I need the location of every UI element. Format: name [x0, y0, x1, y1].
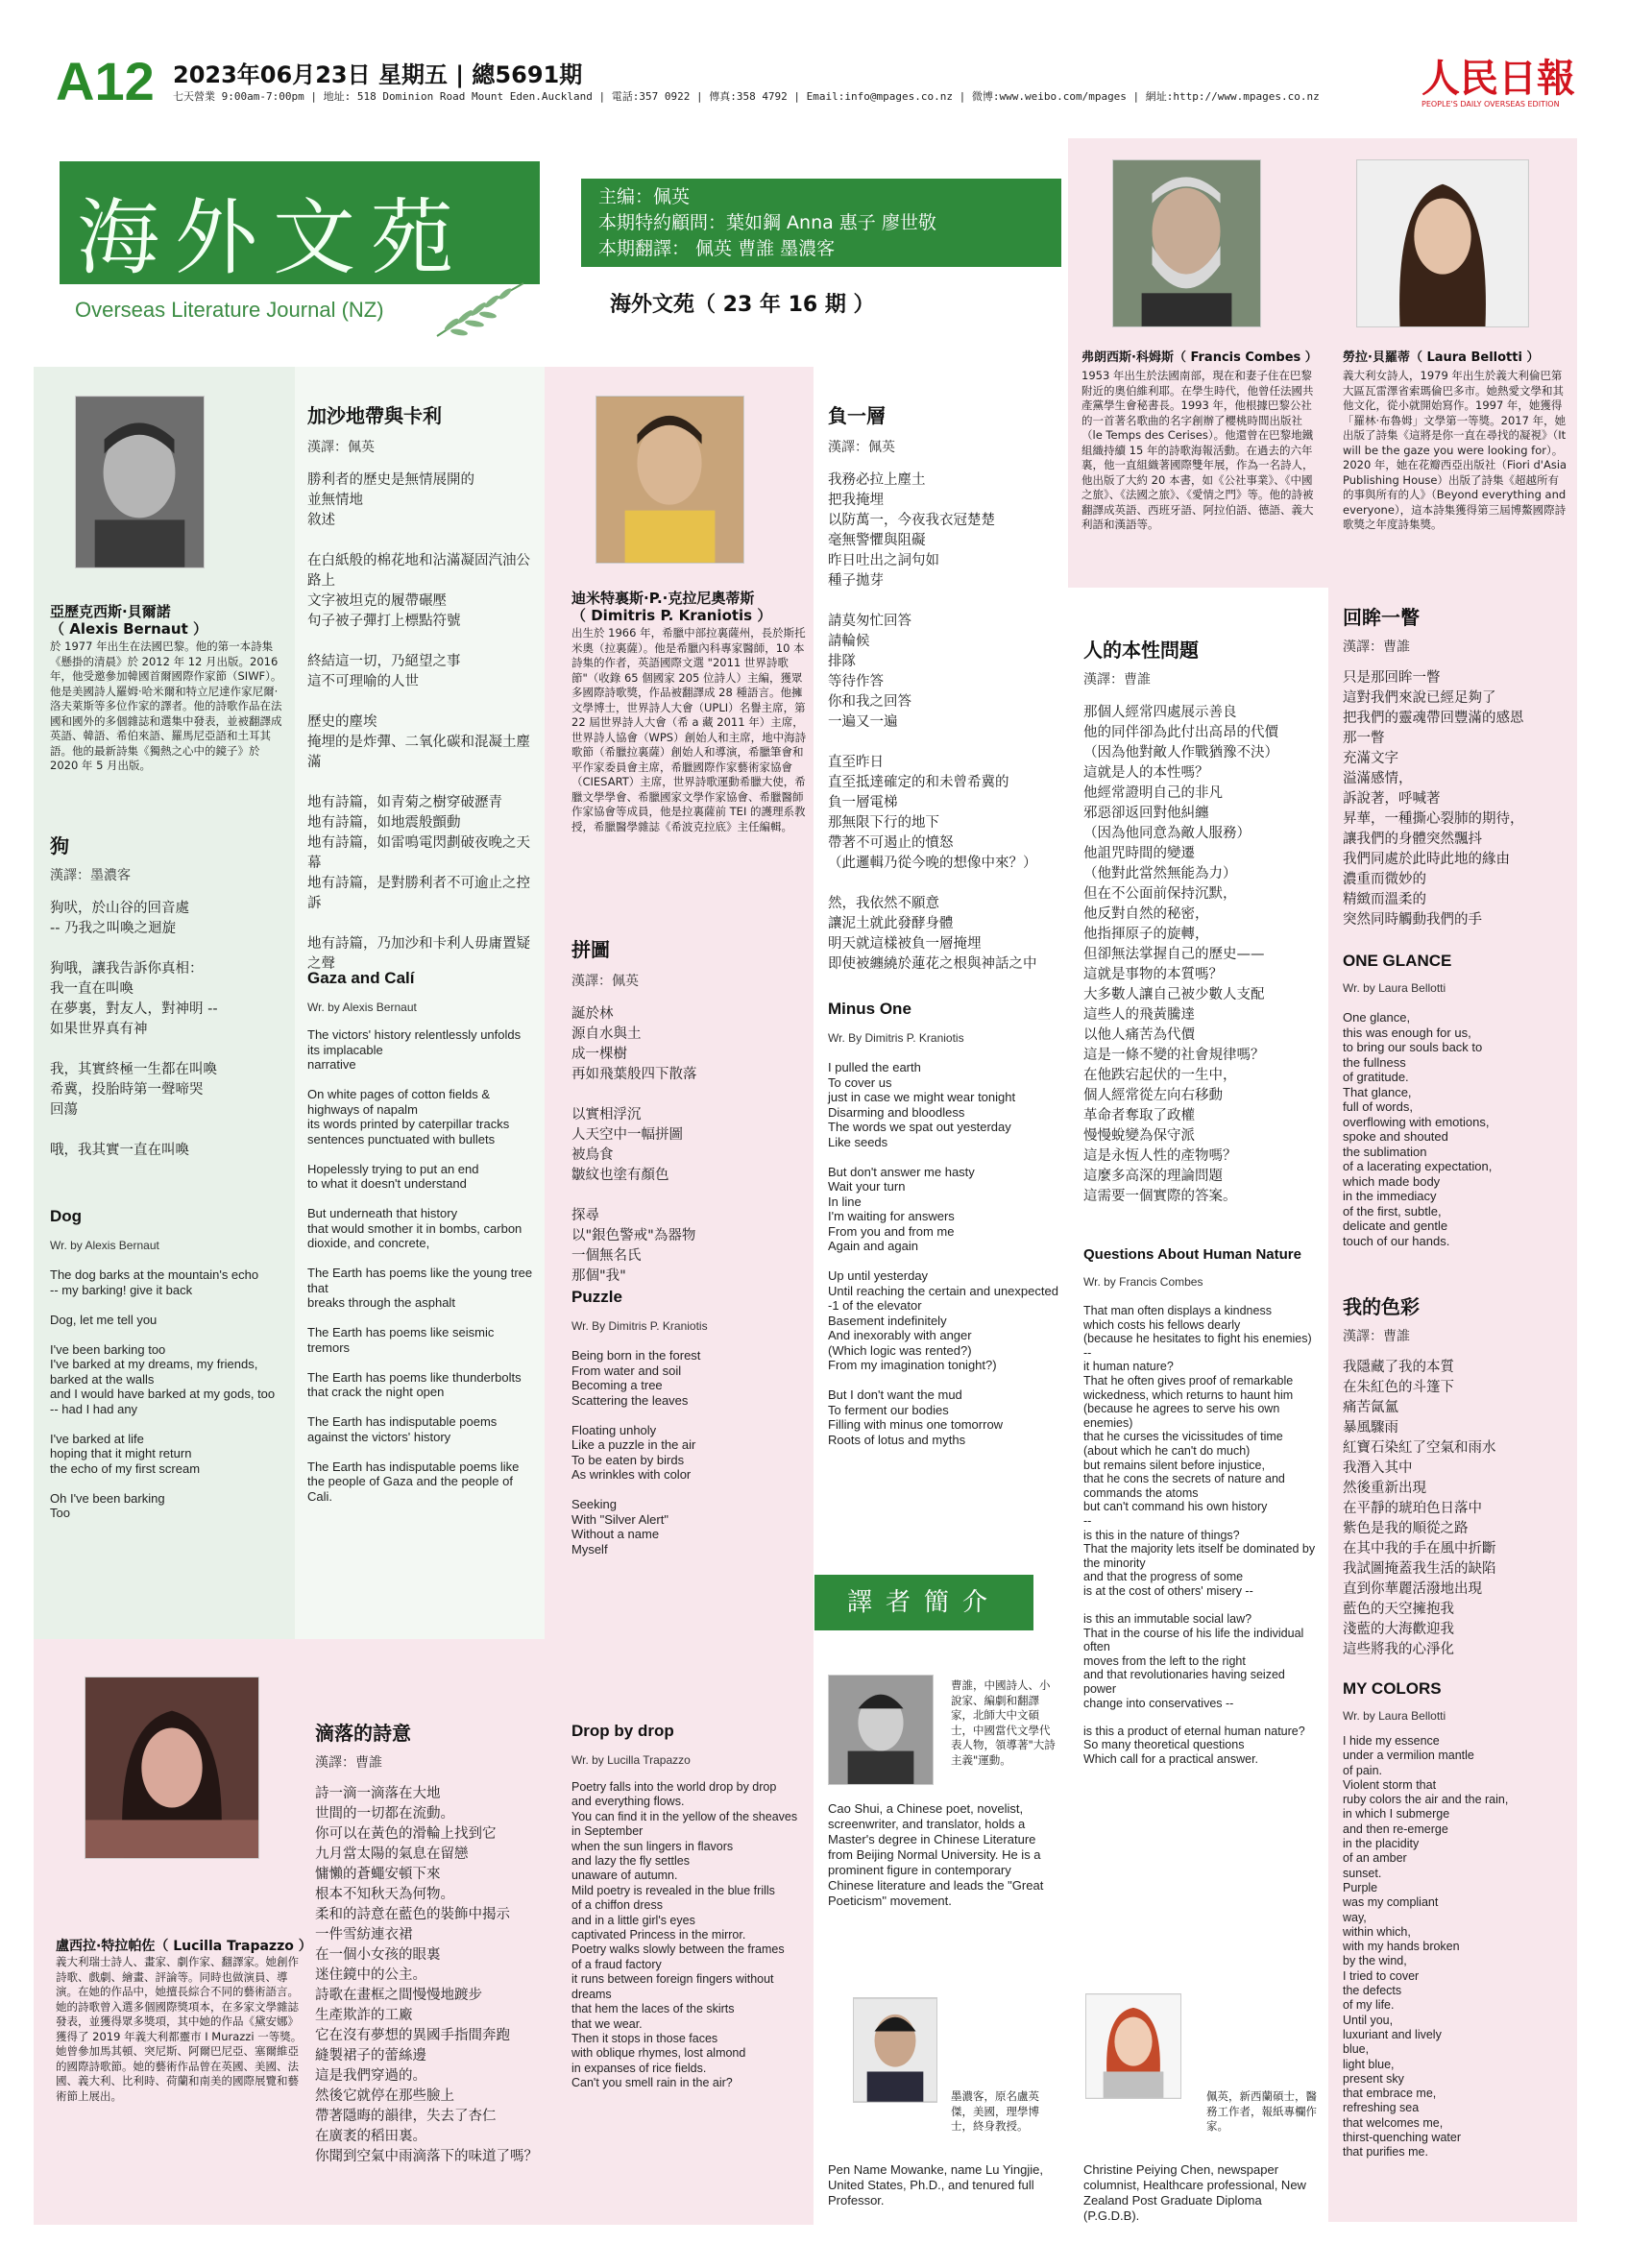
monongke-bio-zh: 墨濃客，原名盧英傑，美國，理學博士，終身教授。 — [951, 2089, 1039, 2133]
translator-line: 本期翻譯： 佩英 曹誰 墨濃客 — [598, 238, 836, 259]
poem-body-glance-en: One glance, this was enough for us, to bring our souls back to the fullness of gratitude. That glance, full of words, overflowing with emotions, spoke and shouted the sublimation of a lacerating expectation, which made body in the immediacy of the first, subtle, delicate and gentle touch of our hands. — [1343, 1010, 1493, 1248]
translator-minusone-zh: 漢譯：佩英 — [828, 440, 895, 455]
peiying-bio-en: Christine Peiying Chen, newspaper columnist, Healthcare professional, New Zealand Post Graduate Diploma (P.G.D.B). — [1083, 2162, 1306, 2223]
advisor-line: 本期特約顧問：葉如鋼 Anna 惠子 廖世敬 — [598, 212, 936, 233]
caoshui-photo — [828, 1675, 934, 1785]
brand-logo: 人民日報 — [1421, 56, 1575, 101]
poem-body-glance-zh: 只是那回眸一瞥 這對我們來說已經足夠了 把我們的靈魂帶回豐滿的感恩 那一瞥 充滿文字 溢滿感情， 訴說著，呼喊著 昇華，一種撕心裂肺的期待， 讓我們的身體突然飄抖 我們同處於此時此地的緣由 濃重而微妙的 精緻而溫柔的 突然同時觸動我們的手 — [1343, 670, 1524, 928]
poem-body-puzzle-zh: 誕於林 源自水與土 成一棵樹 再如飛葉般四下散落 以實相浮沉 人天空中一幅拼圖 被鳥食 皺紋也塗有顏色 探尋 以"銀色警戒"為器物 一個無名氏 那個"我" — [571, 1006, 697, 1284]
poem-body-minusone-en: I pulled the earth To cover us just in case we might wear tonight Disarming and bloodless The words we spat out yesterday Like seeds But don't answer me hasty Wait your turn In line I'm waiting for answers From you and from me Again and again Up until yesterday Until reaching the certain and unexpected -1 of the elevator Basement indefinitely And inexorably with anger (Which logic was rented?) From my imagination tonight?) But I don't want the mud To ferment our bodies Filling with minus one tomorrow Roots of lotus and myths — [828, 1060, 1058, 1447]
brand-subtitle: PEOPLE'S DAILY OVERSEAS EDITION — [1421, 100, 1560, 109]
caoshui-bio-zh: 曹誰，中國詩人、小說家、編劇和翻譯家，北師大中文碩士，中國當代文學代表人物，領導著"大詩主義"運動。 — [951, 1678, 1056, 1767]
poem-title-minusone-en: Minus One — [828, 1000, 911, 1018]
poem-body-gaza-zh: 勝利者的歷史是無情展開的 並無情地 敘述 在白紙般的棉花地和沾滿凝固汽油公路上 文字被坦克的履帶碾壓 句子被子彈打上標點符號 終結這一切，乃絕望之事 這不可理喻的人世 歷史的塵埃 掩埋的是炸彈、二氧化碳和混凝土塵滿 地有詩篇，如青菊之樹穿破瀝青 地有詩篇，如地震般顫動 地有詩篇，如雷鳴電閃劃破夜晚之天幕 地有詩篇，是對勝利者不可逾止之控訴 地有詩篇，乃加沙和卡利人毋庸置疑之聲 — [307, 472, 530, 972]
translator-colors-zh: 漢譯：曹誰 — [1343, 1329, 1410, 1344]
page-number: A12 — [56, 51, 155, 111]
poem-body-colors-zh: 我隱藏了我的本質 在朱紅色的斗篷下 痛苦氤氳 暴風驟雨 紅寶石染紅了空氣和雨水 我潛入其中 然後重新出現 在平靜的琥珀色日落中 紫色是我的順從之路 在其中我的手在風中折斷 我試圖掩蓋我生活的缺陷 直到你華麗活潑地出現 藍色的天空擁抱我 淺藍的大海歡迎我 這些將我的心淨化 — [1343, 1360, 1496, 1657]
translator-minusone-en: Wr. By Dimitris P. Kraniotis — [828, 1031, 964, 1045]
poem-title-gaza-zh: 加沙地帶與卡利 — [307, 404, 442, 427]
poem-title-drop-zh: 滴落的詩意 — [315, 1722, 411, 1745]
poem-title-minusone-zh: 負一層 — [828, 404, 886, 427]
poem-title-human-en: Questions About Human Nature — [1083, 1246, 1301, 1263]
bernaut-bio: 於 1977 年出生在法國巴黎。他的第一本詩集《懸掛的清晨》於 2012 年 12 月出版。2016 年，他受邀參加韓國首爾國際作家節（SIWF）。他是美國詩人羅姆·哈米爾和特立尼達作家尼爾·洛夫萊斯等多位作家的譯者。他的詩歌作品在法國和國外的多個雜誌和選集中發表，並被翻譯成英語、韓語、希伯來語、羅馬尼亞語和土耳其語。他的最新詩集《獨熱之心中的鏡子》於 2020 年 5 月出版。 — [50, 639, 282, 772]
peiying-bio-zh: 佩英，新西蘭碩士，醫務工作者，報紙專欄作家。 — [1206, 2089, 1317, 2133]
peiying-photo — [1085, 1993, 1181, 2099]
poem-body-drop-en: Poetry falls into the world drop by drop and everything flows. You can find it in the yellow of the sheaves in September when the sun lingers in flavors and lazy the fly settles unaware of autumn. Mild poetry is revealed in the blue frills of a chiffon dress and in a little girl's eyes captivated Princess in the mirror. Poetry walks slowly between the frames of a fraud factory it runs between foreign fingers without dreams that hem the laces of the skirts that we wear. Then it stops in those faces with oblique rhymes, lost almond in expanses of rice fields. Can't you smell rain in the air? — [571, 1780, 798, 2090]
poem-body-drop-zh: 詩一滴一滴落在大地 世間的一切都在流動。 你可以在黃色的滑輪上找到它 九月當太陽的氣息在留戀 慵懶的蒼蠅安頓下來 根本不知秋天為何物。 柔和的詩意在藍色的裝飾中揭示 一件雪紡連衣裙 在一個小女孩的眼裏 迷住鏡中的公主。 詩歌在畫框之間慢慢地踱步 生產欺詐的工廠 它在沒有夢想的異國手指間奔跑 縫製裙子的蕾絲邊 這是我們穿過的。 然後它就停在那些臉上 帶著隱晦的韻律，失去了杏仁 在廣袤的稻田裏。 你聞到空氣中雨滴落下的味道了嗎？ — [315, 1786, 538, 2164]
translator-gaza-en: Wr. by Alexis Bernaut — [307, 1001, 417, 1014]
poem-title-human-zh: 人的本性問題 — [1083, 639, 1199, 662]
kraniotis-photo — [595, 396, 744, 564]
bellotti-bio: 義大利女詩人，1979 年出生於義大利倫巴第大區瓦雷澤省索瑪倫巴多市。她熱愛文學和其他文化，從小就開始寫作。1997 年，她獲得「羅林·布魯姆」文學第一等獎。2017 年，她出版了詩集《這將是你一直在尋找的凝視》（It will be the gaze you were looking for）。2020 年，她在花瓣西亞出版社（Fiori d'Asia Publishing House）出版了詩集《超越所有的事與所有的人》（Beyond everything and everyone），這本詩集獲得第三屆博鰲國際詩歌獎之年度詩集獎。 — [1343, 369, 1567, 531]
poem-body-human-en: That man often displays a kindness which costs his fellows dearly (because he hesitates to fight his enemies) -- it human nature? That he often gives proof of remarkable wickedness, which returns to haunt him (because he agrees to serve his own enemies) that he curses the vicissitudes of time (about which he can't do much) but remains silent before injustice, that he cons the secrets of nature and commands the atoms but can't command his own history -- is this in the nature of things? That the majority lets itself be dominated by the minority and that the progress of some is at the cost of others' misery -- is this an immutable social law? That in the course of his life the individual often moves from the left to the right and that revolutionaries having seized power change into conservatives -- is this a product of eternal human nature? So many theoretical questions Which call for a practical answer. — [1083, 1304, 1316, 1766]
bellotti-name: 勞拉·貝羅蒂（ Laura Bellotti ） — [1343, 350, 1540, 365]
poem-title-glance-zh: 回眸一瞥 — [1343, 606, 1420, 629]
poem-body-dog-zh: 狗吠，於山谷的回音處 -- 乃我之叫喚之迴旋 狗哦，讓我告訴你真相： 我一直在叫喚 在夢裏，對友人，對神明 -- 如果世界真有神 我，其實終極一生都在叫喚 希冀，投胎時第一聲啼哭 回蕩 哦，我其實一直在叫喚 — [50, 901, 218, 1158]
poem-body-human-zh: 那個人經常四處展示善良 他的同伴卻為此付出高昂的代價 （因為他對敵人作戰猶豫不決） 這就是人的本性嗎？ 他經常證明自己的非凡 邪惡卻返回對他糾纏 （因為他同意為敵人服務） 他詛咒時間的變遷 （他對此當然無能為力） 但在不公面前保持沉默， 他反對自然的秘密， 他指揮原子的旋轉， 但卻無法掌握自己的歷史—— 這就是事物的本質嗎？ 大多數人讓自己被少數人支配 這些人的飛黃騰達 以他人痛苦為代價 這是一條不變的社會規律嗎？ 在他跌宕起伏的一生中， 個人經常從左向右移動 革命者奪取了政權 慢慢蛻變為保守派 這是永恆人性的產物嗎？ 這麼多高深的理論問題 這需要一個實際的答案。 — [1083, 705, 1278, 1204]
combes-bio: 1953 年出生於法國南部，現在和妻子住在巴黎附近的奧伯維利耶。在學生時代，他曾任法國共產黨學生會秘書長。1993 年，他根據巴黎公社的一首著名歌曲的名字創辦了櫻桃時間出版社（le Temps des Cerises）。他還曾在巴黎地鐵組織持續 15 年的詩歌海報活動。在過去的六年裏，他一直組織著國際雙年展，作為一名詩人，他出版了大約 20 本書，如《公社事業》、《中國之旅》、《法國之旅》、《愛情之門》等。他的詩被翻譯成英語、西班牙語、阿拉伯語、德語、義大利語和漢語等。 — [1081, 369, 1314, 531]
translator-puzzle-en: Wr. By Dimitris P. Kraniotis — [571, 1319, 708, 1333]
translator-puzzle-zh: 漢譯：佩英 — [571, 974, 639, 989]
translator-human-zh: 漢譯：曹誰 — [1083, 672, 1151, 688]
poem-title-drop-en: Drop by drop — [571, 1722, 674, 1740]
poem-title-puzzle-zh: 拼圖 — [571, 938, 610, 961]
caoshui-bio-en: Cao Shui, a Chinese poet, novelist, screenwriter, and translator, holds a Master's degree in Chinese Literature from Beijing Normal University. He is a prominent figure in contemporary Chinese literature and leads the "Great Poeticism" movement. — [828, 1801, 1044, 1908]
poem-body-puzzle-en: Being born in the forest From water and soil Becoming a tree Scattering the leaves Floating unholy Like a puzzle in the air To be eaten by birds As wrinkles with color Seeking With "Silver Alert" Without a name Myself — [571, 1348, 701, 1556]
banner-subtitle: Overseas Literature Journal (NZ) — [75, 298, 384, 322]
trapazzo-photo — [85, 1677, 259, 1859]
editor-box — [581, 179, 1061, 267]
poem-title-gaza-en: Gaza and Calí — [307, 969, 415, 987]
poem-title-colors-en: MY COLORS — [1343, 1679, 1442, 1698]
poem-body-minusone-zh: 我務必拉上塵土 把我掩埋 以防萬一，今夜我衣冠楚楚 毫無警懼與阻礙 昨日吐出之詞句如 種子拋芽 請莫匆忙回答 請輪候 排隊 等待作答 你和我之回答 一遍又一遍 直至昨日 直至抵達確定的和未曾希冀的 負一層電梯 那無限下行的地下 帶著不可遏止的憤怒 （此邏輯乃從今晚的想像中來？） 然，我依然不願意 讓泥土就此發酵身體 明天就這樣被負一層掩埋 即使被纏繞於蓮花之根與神話之中 — [828, 472, 1037, 972]
poem-body-gaza-en: The victors' history relentlessly unfolds its implacable narrative On white pages of cotton fields & highways of napalm its words printed by caterpillar tracks sentences punctuated with bullets Hopelessly trying to put an end to what it doesn't understand But underneath that history that would smother it in bombs, carbon dioxide, and concrete, The Earth has poems like the young tree that breaks through the asphalt The Earth has poems like seismic tremors The Earth has poems like thunderbolts that crack the night open The Earth has indisputable poems against the victors' history The Earth has indisputable poems like the people of Gaza and the people of Cali. — [307, 1027, 533, 1504]
poem-title-glance-en: ONE GLANCE — [1343, 952, 1452, 970]
combes-photo — [1112, 159, 1261, 327]
translator-drop-en: Wr. by Lucilla Trapazzo — [571, 1753, 691, 1767]
translator-glance-zh: 漢譯：曹誰 — [1343, 639, 1410, 655]
bernaut-photo — [75, 396, 205, 568]
bellotti-photo — [1356, 159, 1529, 327]
poem-title-colors-zh: 我的色彩 — [1343, 1295, 1420, 1318]
poem-body-dog-en: The dog barks at the mountain's echo -- my barking! give it back Dog, let me tell you I've been barking too I've barked at my dreams, my friends, barked at the walls and I would have barked at my gods, too -- had I had any I've barked at life hoping that it might return the echo of my first scream Oh I've been barking Too — [50, 1267, 276, 1520]
translator-colors-en: Wr. by Laura Bellotti — [1343, 1709, 1446, 1723]
poem-title-dog-zh: 狗 — [50, 834, 69, 857]
monongke-bio-en: Pen Name Mowanke, name Lu Yingjie, United States, Ph.D., and tenured full Professor. — [828, 2162, 1044, 2208]
translator-gaza-zh: 漢譯：佩英 — [307, 440, 375, 455]
poem-body-colors-en: I hide my essence under a vermilion mantle of pain. Violent storm that ruby colors the air and the rain, in which I submerge and then re-emerge in the placidity of an amber sunset. Purple was my compliant way, within which, with my hands broken by the wind, I tried to cover the defects of my life. Until you, luxuriant and lively blue, light blue, present sky that embrace me, refreshing sea that welcomes me, thirst-quenching water that purifies me. — [1343, 1734, 1509, 2159]
dateline: 2023年06月23日 星期五 | 總5691期 — [173, 61, 583, 88]
poem-title-puzzle-en: Puzzle — [571, 1288, 622, 1306]
translator-dog-en: Wr. by Alexis Bernaut — [50, 1239, 159, 1252]
editor-line: 主编：佩英 — [598, 186, 691, 207]
translators-heading: 譯者簡介 — [814, 1575, 1033, 1630]
kraniotis-bio: 出生於 1966 年，希臘中部拉裏薩州，長於斯托米奧（拉裏薩）。他是希臘內科專家醫師，10 本詩集的作者，英語國際文選 "2011 世界詩歌節"（收錄 65 個國家 205 位詩人）主編，獲眾多國際詩歌獎，作品被翻譯成 28 種語言。他擁文學博士，世界詩人大會（UPLI）名譽主席，第 22 屆世界詩人大會（希 a 藏 2011 年）主席，世界詩人協會（WPS）創始人和主席，地中海詩歌節（希臘拉裏薩）創始人和導演，希臘筆會和平作家委員會主席，希臘國際作家藝術家協會（CIESART）主席，世界詩歌運動希臘大使，希臘文學學會、希臘國家文學作家協會、希臘醫師作家協會等成員，他是拉裏薩前 TEI 的護理系教授，希臘醫學雜誌《希波克拉底》主任編輯。 — [571, 626, 807, 833]
kraniotis-name: 迪米特裏斯·P.·克拉尼奧蒂斯 （ Dimitris P. Kraniotis ） — [571, 590, 772, 624]
translator-dog-zh: 漢譯：墨濃客 — [50, 868, 131, 883]
banner-title: 海外文苑 — [77, 190, 469, 286]
combes-name: 弗朗西斯·科姆斯（ Francis Combes ） — [1081, 350, 1318, 365]
bernaut-name: 亞歷克西斯·貝爾諾 （ Alexis Bernaut ） — [50, 603, 207, 638]
issue-label: 海外文苑（ 23 年 16 期 ） — [610, 293, 875, 317]
monongke-photo — [853, 1997, 937, 2103]
translator-drop-zh: 漢譯：曹誰 — [315, 1755, 382, 1771]
translator-human-en: Wr. by Francis Combes — [1083, 1275, 1203, 1289]
poem-title-dog-en: Dog — [50, 1207, 83, 1225]
contact-info: 七天營業 9:00am-7:00pm | 地址: 518 Dominion Road Mount Eden.Auckland | 電話:357 0922 | 傳真:358 4792 | Email:info@mpages.co.nz | 微博:www.weibo.com/mpages | 網址:http://www.mpages.co.nz — [173, 90, 1320, 103]
fern-icon — [432, 278, 528, 346]
trapazzo-bio: 義大利瑞士詩人、畫家、劇作家、翻譯家。她創作詩歌、戲劇、繪畫、評論等。同時也做演員、導演。在她的作品中，她擅長綜合不同的藝術語言。她的詩歌曾入選多個國際獎項本，在多家文學雜誌發表，並獲得眾多獎項，其中她的作品《黛安娜》獲得了 2019 年義大利都靈市 I Murazzi 一等獎。她曾參加馬其頓、突尼斯、阿爾巴尼亞、塞爾維亞的國際詩歌節。她的藝術作品曾在英國、美國、法國、義大利、比利時、荷蘭和南美的國際展覽和藝術節上展出。 — [56, 1955, 303, 2103]
trapazzo-name: 盧西拉·特拉帕佐（ Lucilla Trapazzo ） — [56, 1939, 312, 1954]
translator-glance-en: Wr. by Laura Bellotti — [1343, 981, 1446, 995]
